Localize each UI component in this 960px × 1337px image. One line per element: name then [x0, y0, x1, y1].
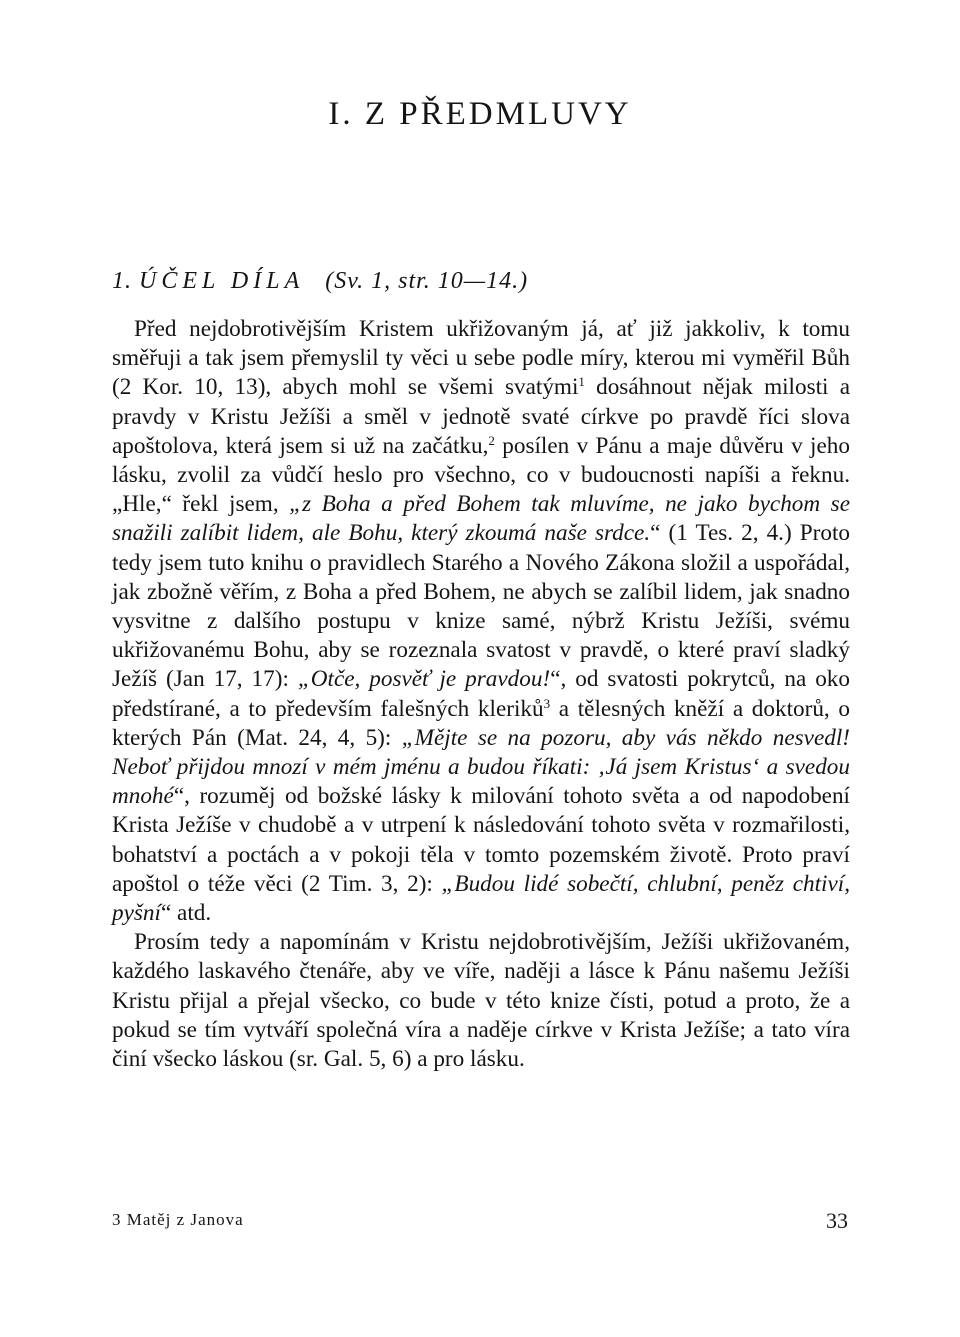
footnote-marker: 3: [543, 695, 551, 711]
section-title: ÚČEL DÍLA: [139, 268, 305, 294]
footnote-marker: 2: [488, 432, 495, 448]
section-heading: [112, 268, 528, 295]
text-run: dosáhnout nějak milosti a pravdy v Kristu Ježíši a směl v jednotě svaté církve po pravdě říci slova apoštolova, která jsem si už na začátku,: [112, 374, 850, 459]
text-run: “, rozuměj od božské lásky k milování tohoto světa a od napodobení Krista Ježíše v chudobě a v utrpení k následování tohoto světa v rozmařilosti, bohatství a poctách a v pokoji těla v tomto pozemském životě. Proto praví apoštol o téže věci (2 Tim. 3, 2):: [112, 783, 850, 897]
section-number: 1.: [112, 268, 132, 294]
text-run: “ (1 Tes. 2, 4.) Proto tedy jsem tuto knihu o pravidlech Starého a Nového Zákona složil a uspořádal, jak zbožně věřím, z Boha a před Bohem, ne abych se zalíbil lidem, jak snadno vysvitne z dalšího postupu v knize samé, nýbrž Kristu Ježíši, svému ukřižovanému Bohu, aby se rozeznala svatost v pravdě, o které praví sladký Ježíš (Jan 17, 17):: [112, 520, 850, 693]
quotation: „Budou lidé sobečtí, chlubní, peněz chtiví, pyšní: [112, 870, 850, 927]
text-run: “, od svatosti pokrytců, na oko předstírané, a to především falešných kleriků: [112, 666, 850, 722]
body-text: [112, 315, 850, 1074]
footnote-marker: 1: [578, 374, 585, 390]
text-run: posílen v Pánu a maje důvěru v jeho lásku, zvolil za vůdčí heslo pro všechno, co v budoucnosti napíši a řeknu. „Hle,“ řekl jsem,: [112, 432, 850, 518]
paragraph: [112, 315, 850, 928]
quotation: „z Boha a před Bohem tak mluvíme, ne jako bychom se snažili zalíbit lidem, ale Bohu, který zkoumá naše srdce.: [112, 491, 850, 547]
text-run: a tělesných kněží a doktorů, o kterých Pán (Mat. 24, 4, 5):: [112, 695, 850, 751]
text-run: Před nejdobrotivějším Kristem ukřižovaným já, ať již jakkoliv, k tomu směřuji a tak jsem přemyslil ty věci u sebe podle míry, kterou mi vyměřil Bůh (2 Kor. 10, 13), abych mohl se všemi svatými: [112, 316, 850, 401]
page-number: 33: [826, 1208, 848, 1233]
page-title: I. Z PŘEDMLUVY: [328, 96, 632, 132]
quotation: „Mějte se na pozoru, aby vás někdo nesvedl! Neboť přijdou mnozí v mém jménu a budou říkati: ‚Já jsem Kristus‘ a svedou mnohé: [112, 724, 850, 810]
text-run: Prosím tedy a napomínám v Kristu nejdobrotivějším, Ježíši ukřižovaném, každého laskavého čtenáře, aby ve víře, naději a lásce k Pánu našemu Ježíši Kristu přijal a přejal všecko, co bude v této knize čísti, potud a proto, že a pokud se tím vytváří společná víra a naděje církve v Krista Ježíše; a tato víra činí všecko láskou (sr. Gal. 5, 6) a pro lásku.: [112, 929, 850, 1073]
footer-signature: 3 Matěj z Janova: [112, 1210, 244, 1229]
text-run: “ atd.: [160, 900, 212, 927]
section-reference: (Sv. 1, str. 10—14.): [325, 268, 529, 294]
quotation: „Otče, posvěť je pravdou!: [297, 666, 551, 693]
paragraph: [112, 928, 850, 1074]
